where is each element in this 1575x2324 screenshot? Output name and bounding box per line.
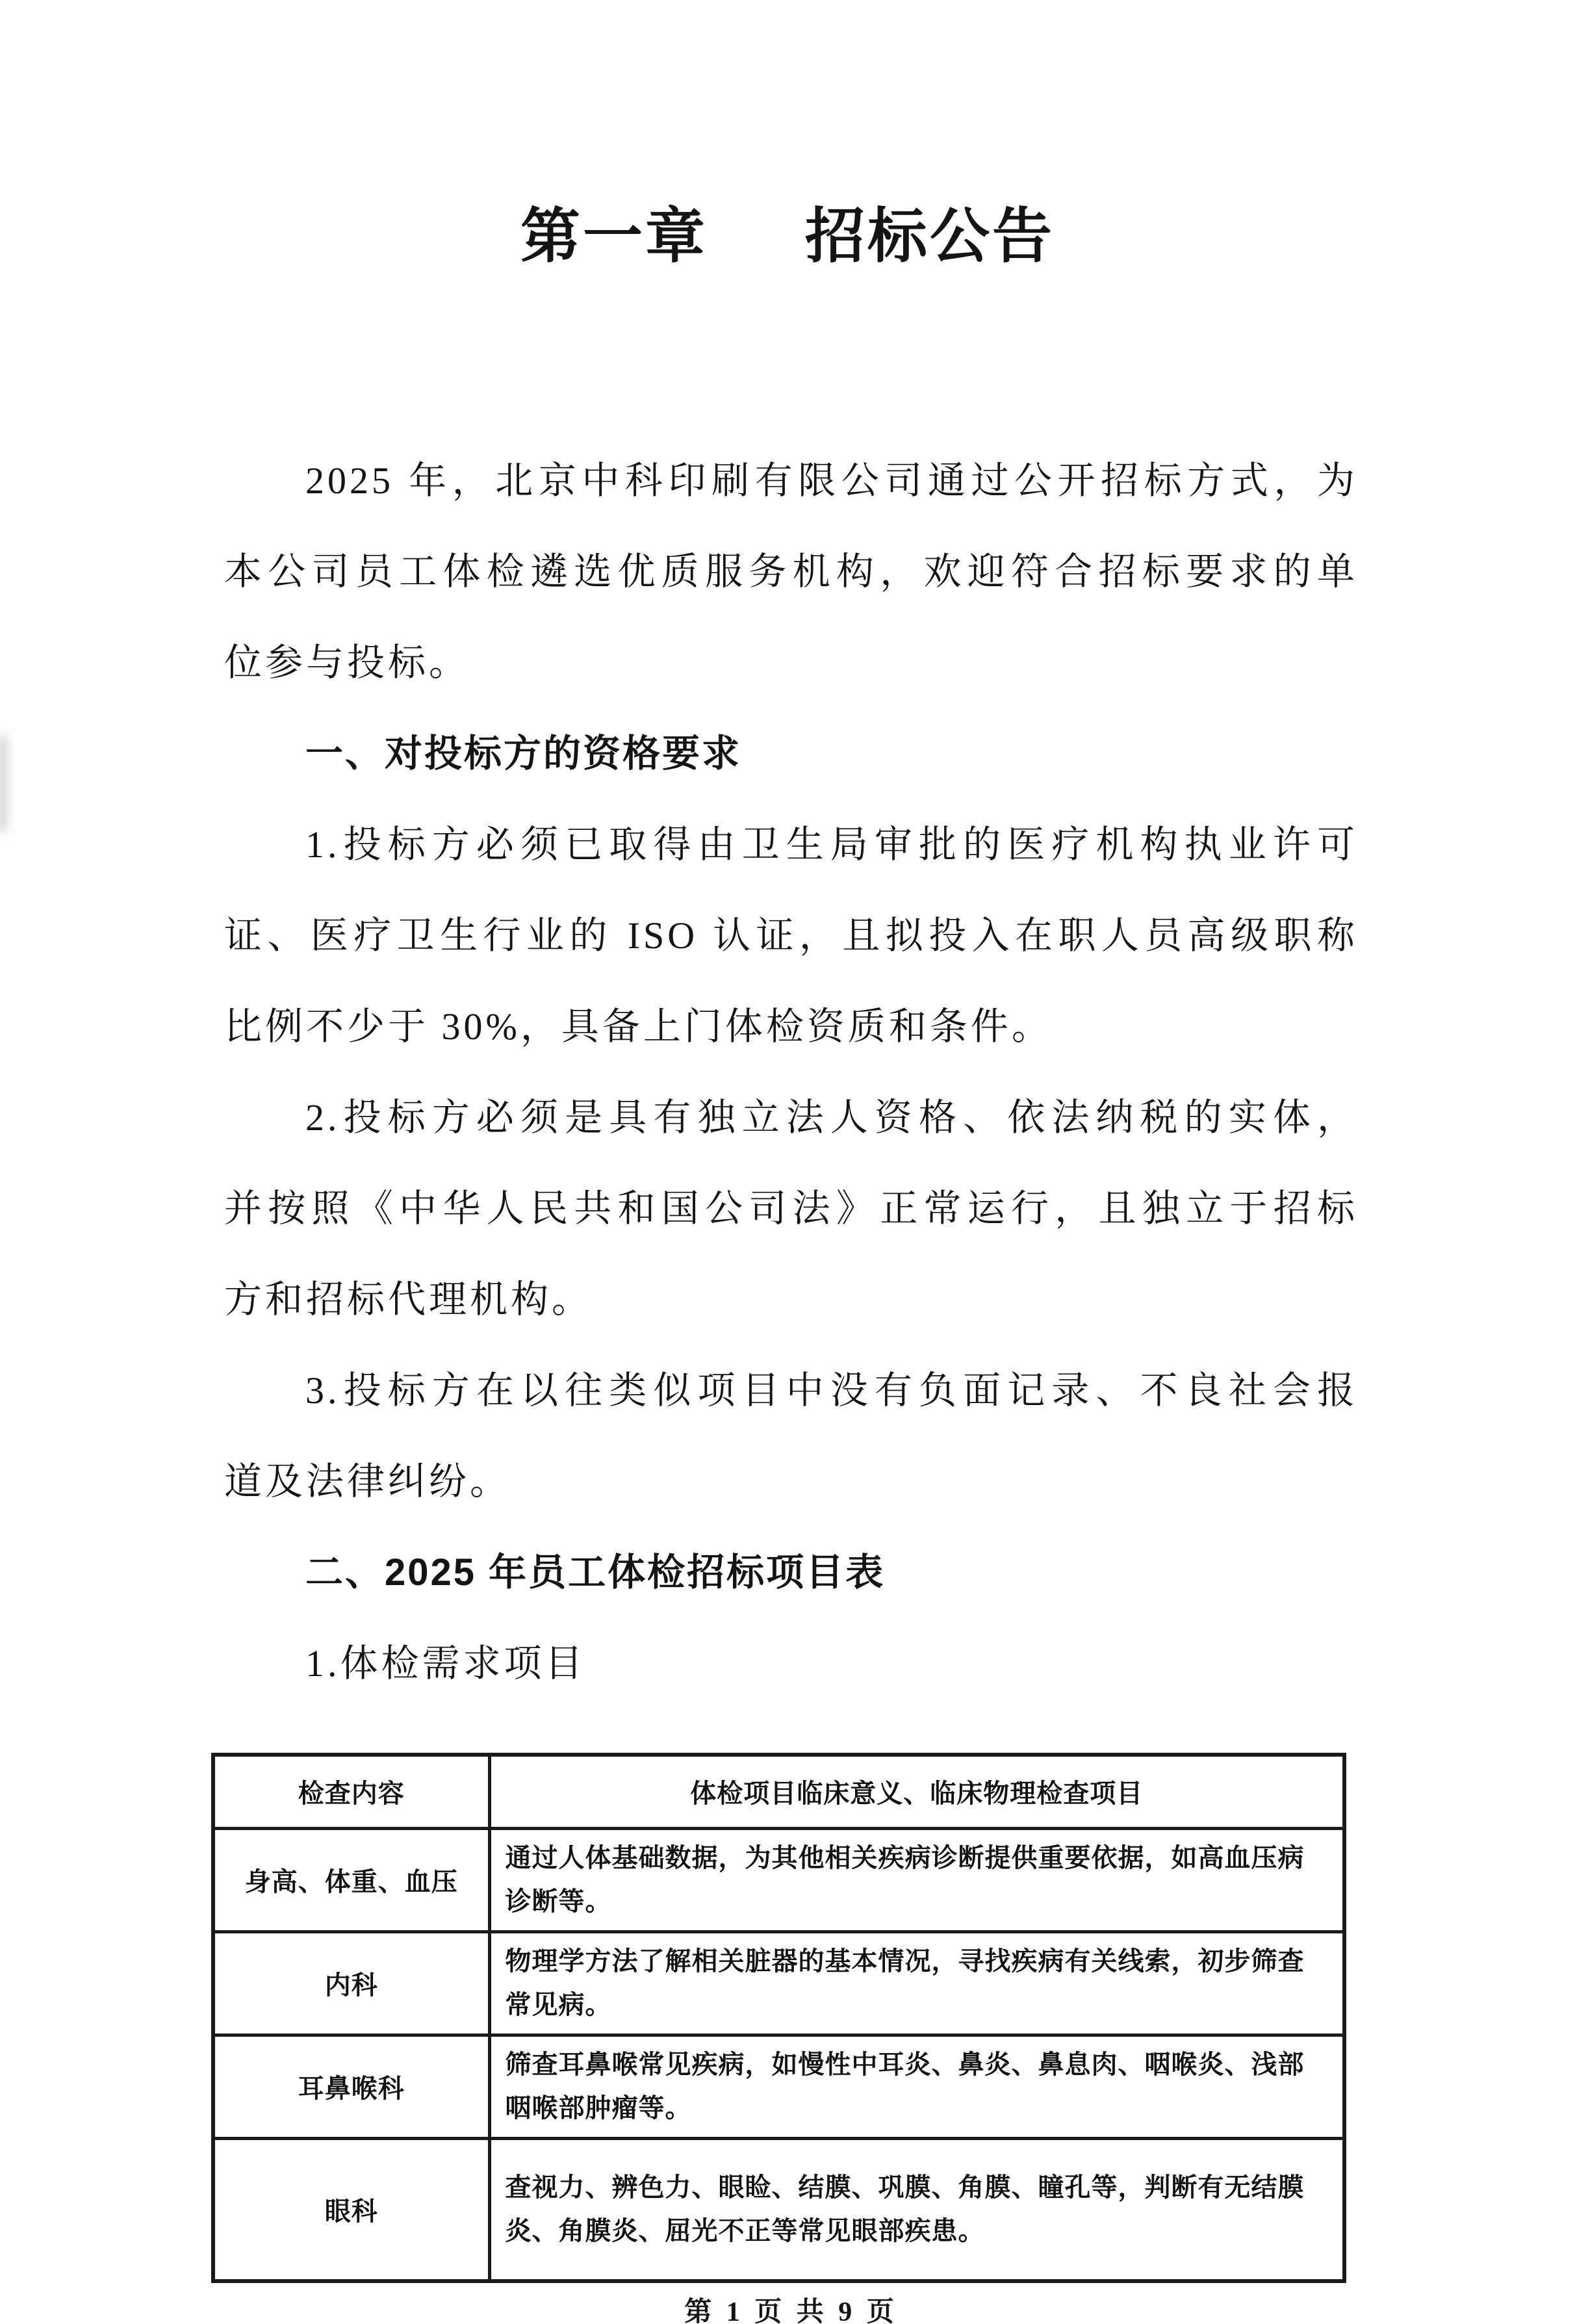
paragraph-line: 道及法律纠纷。 [224, 1460, 511, 1503]
physical-exam-table [211, 1753, 1346, 2283]
paragraph-line: 位参与投标。 [224, 641, 470, 684]
chapter-subject: 招标公告 [805, 203, 1055, 270]
exam-item-cell: 眼科 [213, 2138, 489, 2281]
table-row [213, 1931, 1344, 2035]
table-row [213, 2035, 1344, 2138]
document-body [224, 0, 1358, 2324]
scan-artifact [0, 734, 8, 832]
exam-item-cell: 耳鼻喉科 [213, 2035, 489, 2138]
exam-desc-cell: 筛查耳鼻喉常见疾病，如慢性中耳炎、鼻炎、鼻息肉、咽喉炎、浅部咽喉部肿瘤等。 [489, 2035, 1344, 2138]
section-heading-2: 二、2025 年员工体检招标项目表 [305, 1551, 886, 1594]
paragraph-line: 方和招标代理机构。 [224, 1278, 593, 1321]
paragraph-line: 证、医疗卫生行业的 ISO 认证，且拟投入在职人员高级职称 [224, 914, 1358, 957]
table-row [213, 1828, 1344, 1931]
table-row [213, 2138, 1344, 2281]
exam-desc-cell: 查视力、辨色力、眼睑、结膜、巩膜、角膜、瞳孔等，判断有无结膜炎、角膜炎、屈光不正等常见眼部疾患。 [489, 2138, 1344, 2281]
exam-desc-cell: 物理学方法了解相关脏器的基本情况，寻找疾病有关线索，初步筛查常见病。 [489, 1931, 1344, 2035]
paragraph-line: 3.投标方在以往类似项目中没有负面记录、不良社会报 [305, 1369, 1358, 1412]
table-header-clinical-meaning: 体检项目临床意义、临床物理检查项目 [489, 1755, 1344, 1828]
paragraph-line: 比例不少于 30%，具备上门体检资质和条件。 [224, 1005, 1053, 1048]
page-footer: 第 1 页 共 9 页 [684, 2297, 898, 2324]
exam-item-cell: 身高、体重、血压 [213, 1828, 489, 1931]
exam-desc-cell: 通过人体基础数据，为其他相关疾病诊断提供重要依据，如高血压病诊断等。 [489, 1828, 1344, 1931]
chapter-number: 第一章 [520, 203, 708, 270]
sub-heading: 1.体检需求项目 [305, 1642, 586, 1685]
paragraph-line: 本公司员工体检遴选优质服务机构，欢迎符合招标要求的单 [224, 550, 1358, 593]
table-header-exam-content: 检查内容 [213, 1755, 489, 1828]
exam-item-cell: 内科 [213, 1931, 489, 2035]
paragraph-line: 2025 年，北京中科印刷有限公司通过公开招标方式，为 [305, 459, 1358, 502]
section-heading-1: 一、对投标方的资格要求 [305, 732, 742, 775]
paragraph-line: 并按照《中华人民共和国公司法》正常运行，且独立于招标 [224, 1187, 1358, 1230]
table-header-row [213, 1755, 1344, 1828]
paragraph-line: 1.投标方必须已取得由卫生局审批的医疗机构执业许可 [305, 823, 1358, 866]
paragraph-line: 2.投标方必须是具有独立法人资格、依法纳税的实体， [305, 1096, 1358, 1139]
